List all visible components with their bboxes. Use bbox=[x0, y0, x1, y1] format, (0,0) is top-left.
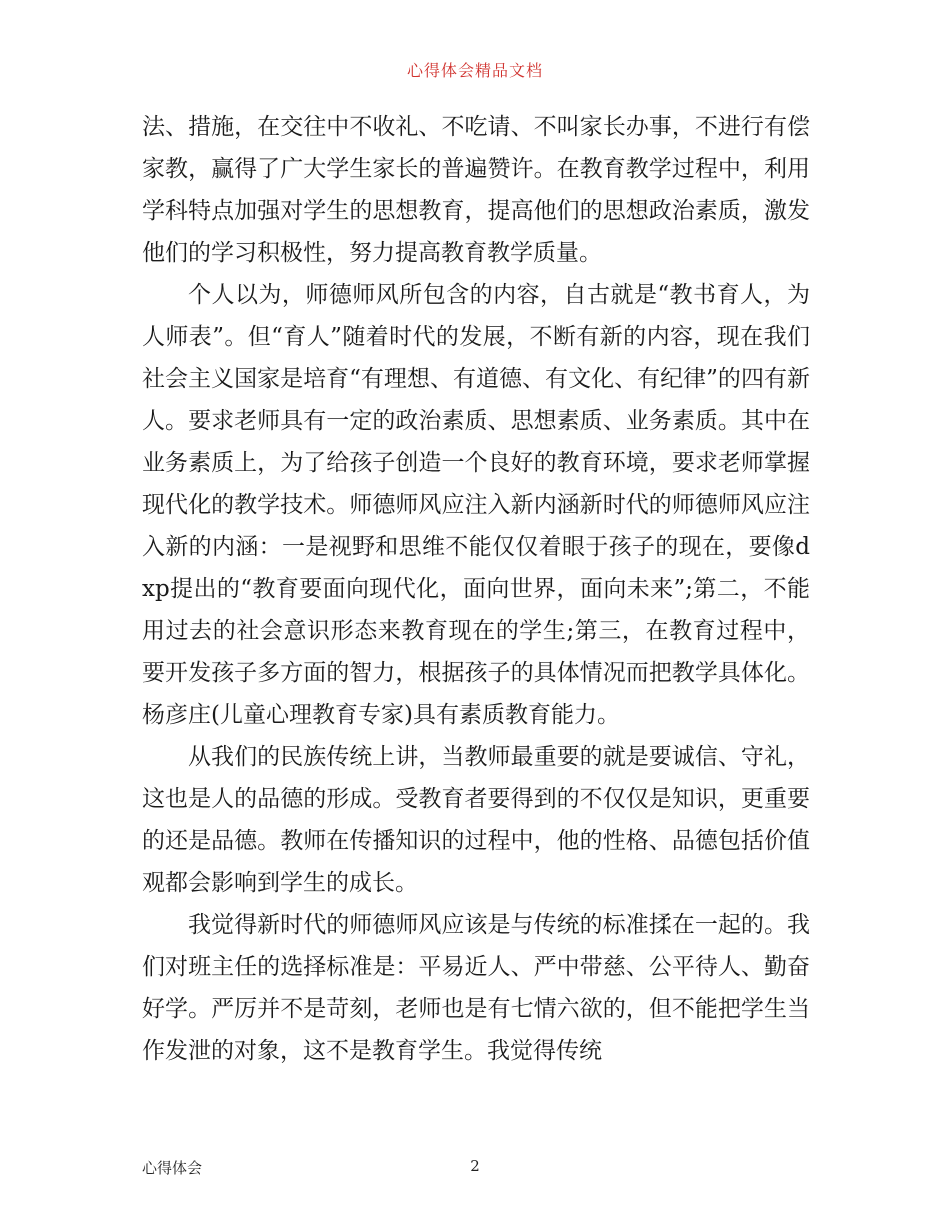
paragraph-4: 我觉得新时代的师德师风应该是与传统的标准揉在一起的。我们对班主任的选择标准是：平易近人、严中带慈、公平待人、勤奋好学。严厉并不是苛刻，老师也是有七情六欲的，但不能把学生当作发泄的对象，这不是教育学生。我觉得传统 bbox=[142, 912, 810, 1064]
paragraph-1: 法、措施，在交往中不收礼、不吃请、不叫家长办事，不进行有偿家教，赢得了广大学生家长的普遍赞许。在教育教学过程中，利用学科特点加强对学生的思想教育，提高他们的思想政治素质，激发他们的学习积极性，努力提高教育教学质量。 bbox=[142, 114, 810, 266]
footer-label: 心得体会 bbox=[142, 1159, 203, 1177]
document-body bbox=[142, 106, 810, 1072]
page-number: 2 bbox=[470, 1157, 480, 1175]
paragraph-3: 从我们的民族传统上讲，当教师最重要的就是要诚信、守礼，这也是人的品德的形成。受教育者要得到的不仅仅是知识，更重要的还是品德。教师在传播知识的过程中，他的性格、品德包括价值观都会影响到学生的成长。 bbox=[142, 744, 810, 896]
paragraph-2: 个人以为，师德师风所包含的内容，自古就是“教书育人，为人师表”。但“育人”随着时代的发展，不断有新的内容，现在我们社会主义国家是培育“有理想、有道德、有文化、有纪律”的四有新人。要求老师具有一定的政治素质、思想素质、业务素质。其中在业务素质上，为了给孩子创造一个良好的教育环境，要求老师掌握现代化的教学技术。师德师风应注入新内涵新时代的师德师风应注入新的内涵：一是视野和思维不能仅仅着眼于孩子的现在，要像dxp提出的“教育要面向现代化，面向世界，面向未来”;第二，不能用过去的社会意识形态来教育现在的学生;第三，在教育过程中，要开发孩子多方面的智力，根据孩子的具体情况而把教学具体化。杨彦庄(儿童心理教育专家)具有素质教育能力。 bbox=[142, 282, 810, 728]
document-header-title: 心得体会精品文档 bbox=[406, 61, 543, 80]
